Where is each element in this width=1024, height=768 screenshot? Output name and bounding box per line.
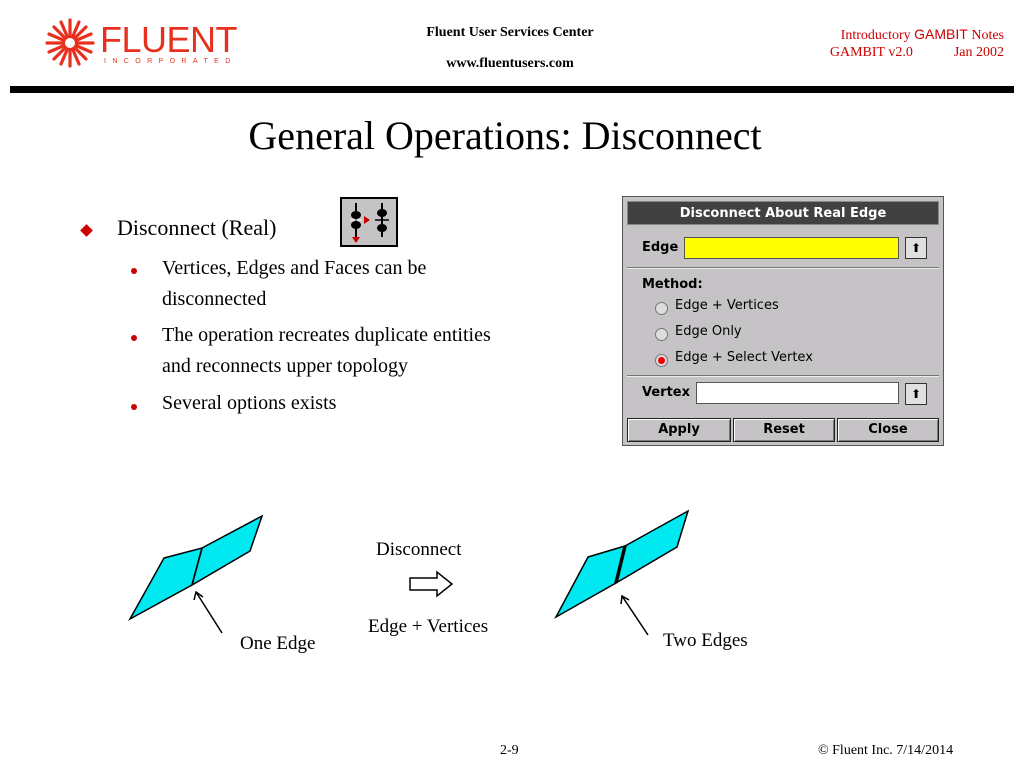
header-version: GAMBIT v2.0 (829, 45, 913, 60)
dialog-title: Disconnect About Real Edge (627, 201, 939, 225)
sub-bullet-2-line1: The operation recreates duplicate entities (162, 324, 491, 346)
bullet-main: Disconnect (Real) (117, 215, 277, 240)
sub-bullet-2-line2: and reconnects upper topology (162, 355, 409, 377)
header-right-word1: Introductory (840, 28, 911, 43)
edge-pick-button[interactable]: ⬆ (905, 237, 927, 259)
right-face-2 (616, 511, 688, 583)
copyright: © Fluent Inc. 7/14/2014 (818, 743, 954, 758)
slide-title: General Operations: Disconnect (248, 113, 762, 158)
page-number: 2-9 (500, 743, 519, 758)
header-right-word3: Notes (971, 28, 1004, 43)
close-button[interactable]: Close (837, 418, 939, 442)
operation-label: Disconnect (376, 539, 462, 560)
reset-button[interactable]: Reset (733, 418, 835, 442)
sub-bullet-1-line1: Vertices, Edges and Faces can be (162, 257, 427, 279)
sub-bullet-3: Several options exists (162, 392, 337, 414)
operation-arrow-icon (410, 572, 452, 596)
header-center-line2: www.fluentusers.com (446, 56, 574, 71)
vertex-label: Vertex (642, 385, 690, 400)
vertex-pick-button[interactable]: ⬆ (905, 383, 927, 405)
logo-subtitle: INCORPORATED (104, 58, 237, 65)
option-edge-select-vertex-label: Edge + Select Vertex (675, 350, 813, 365)
header-date: Jan 2002 (953, 45, 1004, 60)
one-edge-label: One Edge (240, 633, 316, 654)
logo-wordmark: FLUENT (100, 19, 238, 60)
edge-label: Edge (642, 240, 679, 255)
one-edge-pointer (196, 592, 222, 633)
two-edges-label: Two Edges (663, 630, 748, 651)
header-center-line1: Fluent User Services Center (426, 25, 594, 40)
option-edge-vertices-label: Edge + Vertices (675, 298, 779, 313)
method-label: Method: (642, 277, 703, 292)
left-face-1 (130, 548, 202, 619)
option-edge-only-label: Edge Only (675, 324, 742, 339)
operation-sublabel: Edge + Vertices (368, 616, 489, 637)
apply-button[interactable]: Apply (627, 418, 731, 442)
header-right-gambit: GAMBIT (914, 26, 968, 42)
left-face-2 (192, 516, 262, 585)
sub-bullet-1-line2: disconnected (162, 288, 267, 310)
two-edges-pointer (622, 596, 648, 635)
